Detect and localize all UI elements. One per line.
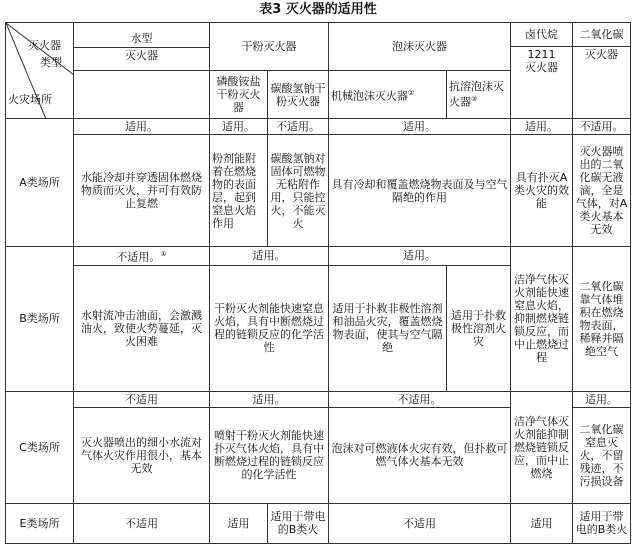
c-foam-status: 不适用。	[329, 391, 511, 407]
header-ammonium: 磷酸铵盐干粉灭火器	[210, 71, 268, 119]
note-mark-2: ②	[408, 88, 415, 97]
header-alcohol: 抗溶泡沫灭火器③	[447, 71, 511, 119]
c-water-status: 不适用	[74, 391, 210, 407]
a-ammonium-desc: 粉剂能附着在燃烧物的表面层，起到窒息火焰作用	[210, 135, 268, 247]
a-ammonium-status: 适用。	[210, 119, 268, 135]
corner-extinguisher-label: 灭火器	[28, 39, 61, 52]
b-water-status: 不适用。①	[74, 247, 210, 266]
header-water-empty	[74, 71, 210, 119]
header-dry-powder: 干粉灭火器	[210, 23, 329, 71]
a-bicarbonate-desc: 碳酸氢钠对固体可燃物无粘附作用，只能控火，不能灭火	[268, 135, 329, 247]
header-halon-code: 1211	[527, 48, 556, 61]
header-halon-name: 卤代烷	[511, 23, 573, 47]
c-powder-status: 适用。	[210, 391, 329, 407]
note-mark-3: ③	[471, 95, 478, 104]
corner-type-label: 类型	[40, 56, 62, 69]
row-label-e: E类场所	[6, 503, 74, 543]
header-mechanical: 机械泡沫灭火器②	[329, 71, 447, 119]
c-powder-desc: 喷射干粉灭火剂能快速扑灭气体火焰，具有中断燃烧过程的链锁反应的化学活性	[210, 407, 329, 503]
table-title: 表3 灭火器的适用性	[259, 2, 377, 17]
row-label-b: B类场所	[6, 247, 74, 392]
c-water-desc: 灭火器喷出的细小水流对气体火灾作用很小，基本无效	[74, 407, 210, 503]
a-bicarbonate-status: 不适用。	[268, 119, 329, 135]
header-corner-cell	[6, 23, 74, 119]
b-powder-status: 适用。	[210, 247, 329, 266]
a-halon-status: 适用。	[511, 119, 573, 135]
b-powder-desc: 干粉灭火剂能快速窒息火焰，具有中断燃烧过程的链锁反应的化学活性	[210, 265, 329, 391]
b-water-desc: 水射流冲击油面，会激溅油火，致使火势蔓延，灭火困难	[74, 265, 210, 391]
e-bicarbonate: 适用于带电的B类火	[268, 503, 329, 543]
a-water-desc: 水能冷却并穿透固体燃烧物质而灭火，并可有效防止复燃	[74, 135, 210, 247]
extinguisher-applicability-table	[5, 22, 631, 544]
a-co2-desc: 灭火器喷出的二氧化碳无液滴，全是气体，对A类火基本无效	[573, 135, 631, 247]
header-water-name: 水型	[130, 31, 153, 45]
e-halon: 适用	[511, 503, 573, 543]
header-foam: 泡沫灭火器	[329, 23, 511, 71]
c-foam-desc: 泡沫对可燃液体火灾有效，但扑救可燃气体火基本无效	[329, 407, 511, 503]
header-halon-sub-label: 灭火器	[525, 61, 558, 74]
b-halon-desc: 洁净气体灭火剂能快速窒息火焰，抑制燃烧链锁反应，而中止燃烧过程	[511, 247, 573, 392]
header-water-sub: 灭火器	[74, 47, 209, 62]
b-alcohol-desc: 适用于扑救极性溶剂火灾	[447, 265, 511, 391]
e-ammonium: 适用	[210, 503, 268, 543]
header-co2-name: 二氧化碳	[573, 23, 631, 47]
c-halon-desc: 洁净气体灭火剂能抑制燃烧链锁反应，而中止燃烧	[511, 391, 573, 503]
a-co2-status: 不适用。	[573, 119, 631, 135]
a-water-status: 适用。	[74, 119, 210, 135]
e-foam: 不适用	[329, 503, 511, 543]
row-label-c: C类场所	[6, 391, 74, 503]
c-co2-desc: 二氧化碳窒息灭火，不留残迹，不污损设备	[573, 407, 631, 503]
note-mark-1: ①	[160, 250, 167, 258]
header-co2-sub: 灭火器	[573, 47, 631, 119]
a-foam-desc: 具有冷却和覆盖燃烧物表面及与空气隔绝的作用	[329, 135, 511, 247]
a-foam-status: 适用。	[329, 119, 511, 135]
e-co2: 适用于带电的B类火	[573, 503, 631, 543]
e-water: 不适用	[74, 503, 210, 543]
header-water	[74, 23, 210, 71]
header-halon-sub	[511, 47, 573, 119]
corner-site-label: 火灾场所	[8, 93, 52, 106]
a-halon-desc: 具有扑灭A类火灾的效能	[511, 135, 573, 247]
c-co2-status: 适用。	[573, 391, 631, 407]
b-co2-desc: 二氧化碳靠气体堆积在燃烧物表面，稀释并隔绝空气	[573, 247, 631, 392]
b-mechanical-desc: 适用于扑救非极性溶剂和油品火灾，覆盖燃烧物表面，使其与空气隔绝	[329, 265, 447, 391]
header-bicarbonate: 碳酸氢钠干粉灭火器	[268, 71, 329, 119]
row-label-a: A类场所	[6, 119, 74, 247]
b-foam-status: 适用。	[329, 247, 511, 266]
